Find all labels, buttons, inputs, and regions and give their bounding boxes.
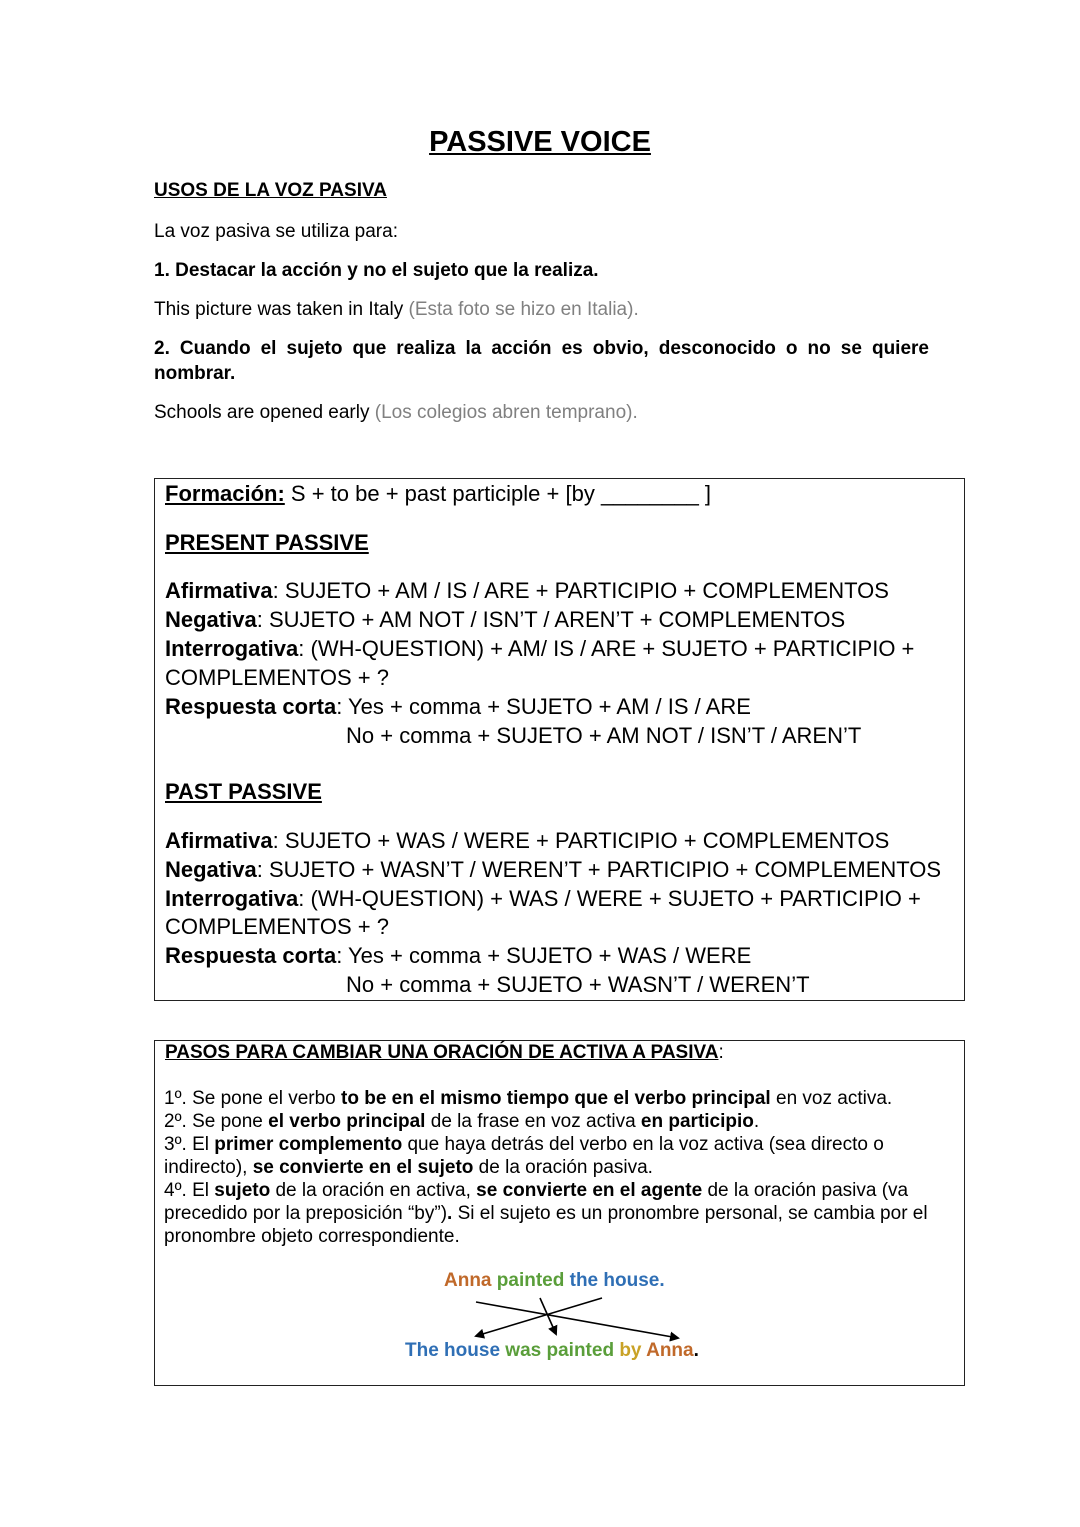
pasos-heading-colon: : bbox=[718, 1042, 724, 1063]
past-interrogativa-text: : (WH-QUESTION) + WAS / WERE + SUJETO + PARTICIPIO + bbox=[298, 886, 921, 911]
step-segment: de la oración en activa, bbox=[270, 1180, 477, 1201]
pasos-step-2 bbox=[164, 1110, 954, 1133]
present-respuesta-corta bbox=[165, 692, 751, 721]
step-segment: que haya detrás del verbo en la voz activa (sea directo o indirecto), bbox=[164, 1134, 884, 1178]
past-afirmativa-text: : SUJETO + WAS / WERE + PARTICIPIO + COMPLEMENTOS bbox=[272, 828, 890, 853]
past-corta-label: Respuesta corta bbox=[165, 943, 337, 968]
passive-agent: Anna bbox=[646, 1340, 694, 1361]
step-segment: Si el sujeto es un pronombre personal, se cambia por el pronombre objeto correspondiente. bbox=[164, 1203, 928, 1247]
step-segment: 2º. Se pone bbox=[164, 1111, 269, 1132]
present-interrogativa-cont: COMPLEMENTOS + ? bbox=[165, 665, 389, 690]
example-1-english: This picture was taken in Italy bbox=[154, 299, 404, 320]
step-segment: en voz activa. bbox=[770, 1088, 893, 1109]
active-verb: painted bbox=[496, 1270, 565, 1291]
past-negativa-label: Negativa bbox=[165, 857, 257, 882]
section-heading-usos: USOS DE LA VOZ PASIVA bbox=[154, 180, 387, 201]
active-example-sentence bbox=[444, 1270, 665, 1292]
present-afirmativa bbox=[165, 576, 889, 605]
step-segment: 4º. El bbox=[164, 1180, 215, 1201]
formacion-label: Formación: bbox=[165, 481, 285, 506]
example-1-spanish: (Esta foto se hizo en Italia). bbox=[408, 299, 639, 320]
past-afirmativa-label: Afirmativa bbox=[165, 828, 273, 853]
usos-example-2 bbox=[154, 400, 929, 425]
step-segment: to be en el mismo tiempo que el verbo principal bbox=[341, 1088, 771, 1109]
step-segment: el verbo principal bbox=[268, 1111, 426, 1132]
past-corta-no: No + comma + SUJETO + WASN’T / WEREN’T bbox=[346, 972, 810, 997]
pasos-step-3 bbox=[164, 1133, 954, 1179]
usos-point-2: 2. Cuando el sujeto que realiza la acción es obvio, desconocido o no se quiere nombrar. bbox=[154, 338, 929, 384]
present-afirmativa-text: : SUJETO + AM / IS / ARE + PARTICIPIO + COMPLEMENTOS bbox=[272, 578, 889, 603]
past-corta-yes: : Yes + comma + SUJETO + WAS / WERE bbox=[336, 943, 752, 968]
present-interrogativa bbox=[165, 634, 914, 663]
step-segment: en participio bbox=[640, 1111, 754, 1132]
past-negativa bbox=[165, 855, 941, 884]
passive-verb: was painted bbox=[505, 1340, 615, 1361]
present-interrogativa-label: Interrogativa bbox=[165, 636, 299, 661]
page-title: PASSIVE VOICE bbox=[429, 126, 651, 158]
active-object: the house bbox=[569, 1270, 660, 1291]
present-negativa-text: : SUJETO + AM NOT / ISN’T / AREN’T + COMPLEMENTOS bbox=[256, 607, 846, 632]
usos-example-1 bbox=[154, 297, 929, 322]
usos-intro: La voz pasiva se utiliza para: bbox=[154, 221, 398, 242]
step-segment: . bbox=[753, 1111, 760, 1132]
step-segment: se convierte en el sujeto bbox=[252, 1157, 474, 1178]
arrow-object-to-subject bbox=[476, 1298, 602, 1336]
pasos-heading-line bbox=[165, 1042, 724, 1064]
past-interrogativa-label: Interrogativa bbox=[165, 886, 299, 911]
pasos-step-1 bbox=[164, 1087, 954, 1110]
example-2-spanish: (Los colegios abren temprano). bbox=[374, 402, 638, 423]
pasos-steps bbox=[164, 1087, 954, 1248]
step-segment: de la oración pasiva. bbox=[473, 1157, 653, 1178]
active-end: . bbox=[659, 1270, 665, 1291]
passive-by: by bbox=[619, 1340, 642, 1361]
arrow-subject-to-agent bbox=[476, 1302, 678, 1338]
present-corta-yes: : Yes + comma + SUJETO + AM / IS / ARE bbox=[336, 694, 751, 719]
past-interrogativa bbox=[165, 884, 921, 913]
passive-subject: The house bbox=[405, 1340, 501, 1361]
transformation-arrows bbox=[460, 1294, 700, 1344]
step-segment: . bbox=[447, 1203, 453, 1224]
usos-point-1: 1. Destacar la acción y no el sujeto que la realiza. bbox=[154, 260, 599, 281]
present-corta-label: Respuesta corta bbox=[165, 694, 337, 719]
present-passive-heading: PRESENT PASSIVE bbox=[165, 530, 369, 555]
present-interrogativa-text: : (WH-QUESTION) + AM/ IS / ARE + SUJETO + PARTICIPIO + bbox=[298, 636, 915, 661]
example-2-english: Schools are opened early bbox=[154, 402, 370, 423]
present-negativa bbox=[165, 605, 845, 634]
step-segment: se convierte en el agente bbox=[476, 1180, 703, 1201]
past-negativa-text: : SUJETO + WASN’T / WEREN’T + PARTICIPIO + COMPLEMENTOS bbox=[256, 857, 942, 882]
present-afirmativa-label: Afirmativa bbox=[165, 578, 273, 603]
past-respuesta-corta bbox=[165, 941, 751, 970]
pasos-step-4 bbox=[164, 1179, 954, 1248]
pasos-heading: PASOS PARA CAMBIAR UNA ORACIÓN DE ACTIVA A PASIVA bbox=[165, 1042, 719, 1063]
formacion-formula: S + to be + past participle + [by ________ ] bbox=[290, 481, 712, 506]
step-segment: de la oración pasiva (va precedido por la preposición “by”) bbox=[164, 1180, 909, 1224]
past-passive-heading: PAST PASSIVE bbox=[165, 779, 322, 804]
step-segment: sujeto bbox=[214, 1180, 271, 1201]
present-negativa-label: Negativa bbox=[165, 607, 257, 632]
active-subject: Anna bbox=[444, 1270, 492, 1291]
present-corta-no: No + comma + SUJETO + AM NOT / ISN’T / AREN’T bbox=[346, 723, 862, 748]
step-segment: de la frase en voz activa bbox=[425, 1111, 641, 1132]
past-interrogativa-cont: COMPLEMENTOS + ? bbox=[165, 914, 389, 939]
passive-example-sentence bbox=[405, 1340, 699, 1362]
passive-end: . bbox=[693, 1340, 699, 1361]
step-segment: primer complemento bbox=[214, 1134, 403, 1155]
formacion-line bbox=[165, 479, 711, 508]
past-afirmativa bbox=[165, 826, 889, 855]
step-segment: 1º. Se pone el verbo bbox=[164, 1088, 342, 1109]
step-segment: 3º. El bbox=[164, 1134, 215, 1155]
